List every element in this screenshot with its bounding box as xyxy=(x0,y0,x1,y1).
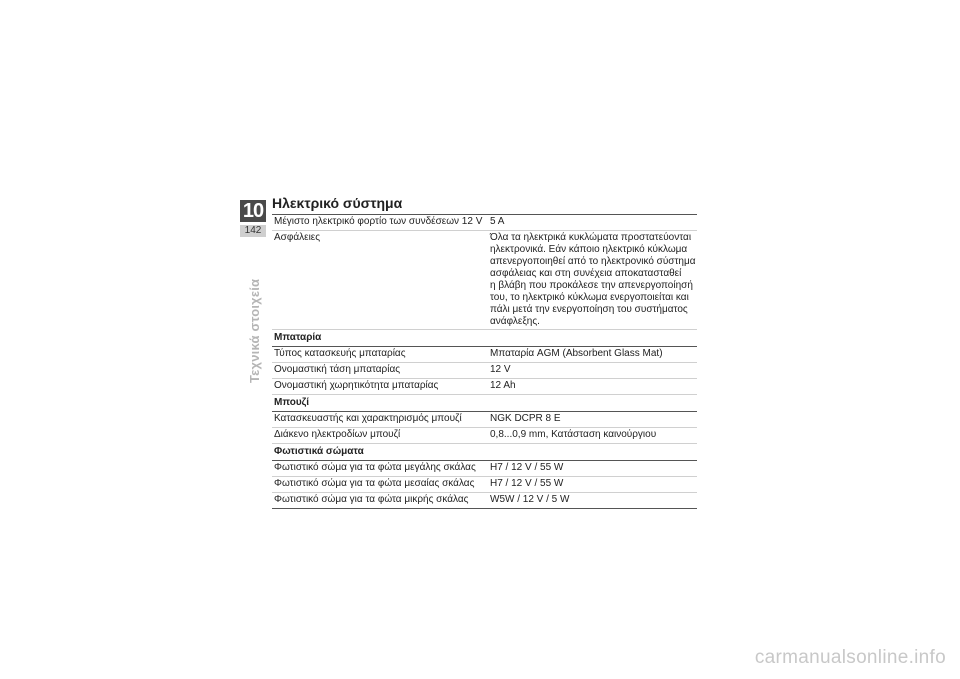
row-value: 12 Ah xyxy=(490,380,516,391)
row-value: Μπαταρία AGM (Absorbent Glass Mat) xyxy=(490,348,663,359)
row-label: Ονομαστική χωρητικότητα μπαταρίας xyxy=(274,380,439,391)
table-row xyxy=(272,215,697,231)
section-title: Ηλεκτρικό σύστημα xyxy=(272,195,403,211)
row-value-line: απενεργοποιηθεί από το ηλεκτρονικό σύστημα xyxy=(490,256,696,267)
spec-table xyxy=(272,214,697,509)
row-value: 12 V xyxy=(490,364,511,375)
row-label: Φωτιστικό σώμα για τα φώτα μεσαίας σκάλας xyxy=(274,478,475,489)
row-value: H7 / 12 V / 55 W xyxy=(490,478,564,489)
watermark: carmanualsonline.info xyxy=(754,647,946,668)
row-label: Φωτιστικό σώμα για τα φώτα μικρής σκάλας xyxy=(274,494,469,505)
row-value: NGK DCPR 8 E xyxy=(490,413,561,424)
group-heading-spark-plug: Μπουζί xyxy=(272,395,697,412)
row-label: Μέγιστο ηλεκτρικό φορτίο των συνδέσεων 12 V xyxy=(274,216,483,227)
table-row xyxy=(272,379,697,395)
group-heading-battery: Μπαταρία xyxy=(272,330,697,347)
row-value xyxy=(488,216,697,229)
table-row xyxy=(272,477,697,493)
row-value: W5W / 12 V / 5 W xyxy=(490,494,570,505)
row-label: Ασφάλειες xyxy=(274,232,321,243)
row-value-line: Όλα τα ηλεκτρικά κυκλώματα προστατεύονται xyxy=(490,232,692,243)
row-value: 0,8...0,9 mm, Κατάσταση καινούργιου xyxy=(490,429,657,440)
group-heading-bulbs: Φωτιστικά σώματα xyxy=(272,444,697,461)
table-row xyxy=(272,461,697,477)
table-row xyxy=(272,347,697,363)
row-label: Φωτιστικό σώμα για τα φώτα μεγάλης σκάλας xyxy=(274,462,476,473)
row-value-line: ασφάλειας και στη συνέχεια αποκατασταθεί xyxy=(490,268,682,279)
table-row xyxy=(272,363,697,379)
row-value-line: 5 A xyxy=(490,216,505,227)
row-value-line: ανάφλεξης. xyxy=(490,316,540,327)
table-row xyxy=(272,428,697,444)
row-value-line: του, το ηλεκτρικό κύκλωμα ενεργοποιείται και xyxy=(490,292,689,303)
row-label: Τύπος κατασκευής μπαταρίας xyxy=(274,348,406,359)
row-value-line: ηλεκτρονικά. Εάν κάποιο ηλεκτρικό κύκλωμα xyxy=(490,244,688,255)
row-value xyxy=(488,232,697,328)
table-row xyxy=(272,493,697,509)
row-label: Κατασκευαστής και χαρακτηρισμός μπουζί xyxy=(274,413,462,424)
row-value-line: πάλι μετά την ενεργοποίηση του συστήματος xyxy=(490,304,688,315)
table-row xyxy=(272,412,697,428)
row-value-line: η βλάβη που προκάλεσε την απενεργοποίησή xyxy=(490,280,693,291)
row-label: Διάκενο ηλεκτροδίων μπουζί xyxy=(274,429,401,440)
chapter-number: 10 xyxy=(240,200,266,222)
row-value: H7 / 12 V / 55 W xyxy=(490,462,564,473)
chapter-side-label: Τεχνικά στοιχεία xyxy=(247,278,262,383)
page-number: 142 xyxy=(240,225,266,237)
table-row xyxy=(272,231,697,330)
row-label: Ονομαστική τάση μπαταρίας xyxy=(274,364,401,375)
